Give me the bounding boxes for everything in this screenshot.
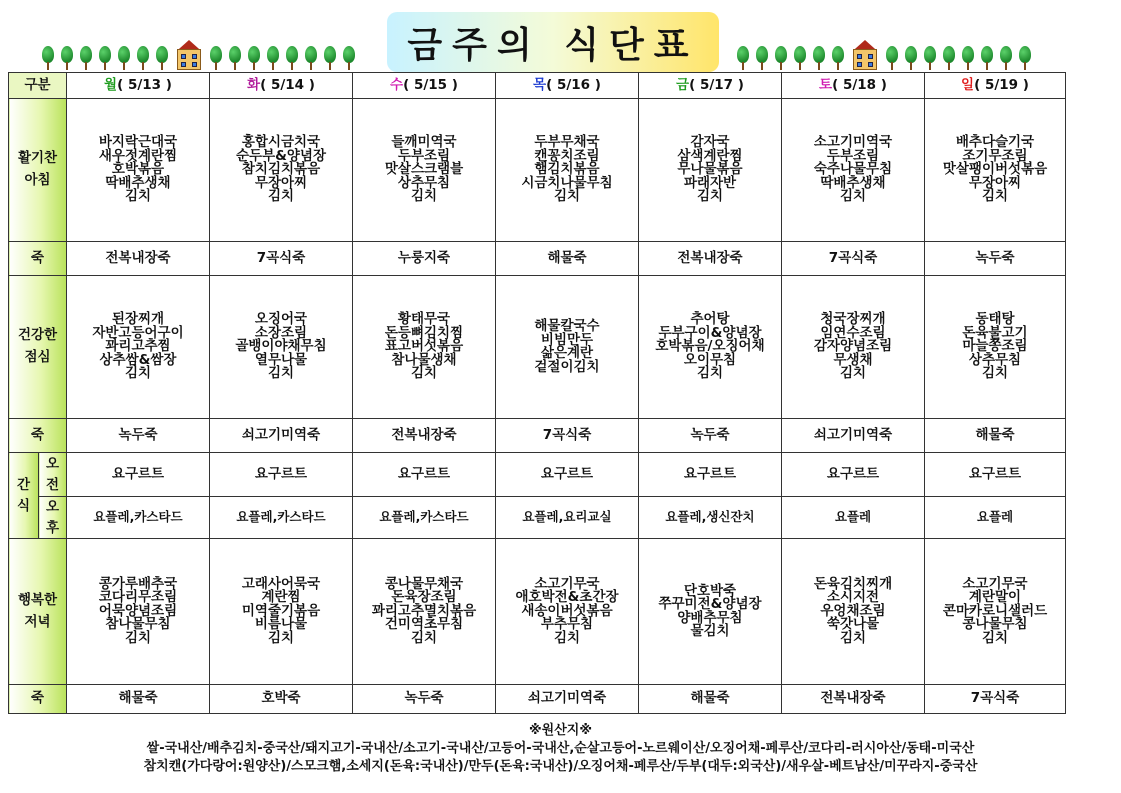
meal-row <box>9 276 1066 419</box>
dish-item: 추어탕 <box>690 311 730 328</box>
dish-item: 숙주나물무침 <box>813 161 893 178</box>
porridge-cell: 전복내장죽 <box>782 685 925 714</box>
day-name: 일 <box>961 76 975 93</box>
day-name: 월 <box>104 76 118 93</box>
porridge-cell: 전복내장죽 <box>353 419 496 453</box>
dish-item: 감자국 <box>690 134 730 151</box>
meal-cell <box>925 99 1066 242</box>
tree-icon <box>775 46 787 70</box>
dish-item: 청국장찌개 <box>820 311 886 328</box>
tree-icon <box>61 46 73 70</box>
dish-item: 돈육김치찌개 <box>813 575 893 592</box>
porridge-cell: 누룽지죽 <box>353 242 496 276</box>
dish-item: 딱배추생채 <box>105 174 171 191</box>
meal-cell <box>210 99 353 242</box>
tree-icon <box>286 46 298 70</box>
meal-cell <box>353 539 496 685</box>
tree-icon <box>943 46 955 70</box>
row-label-text: 죽 <box>30 690 45 707</box>
dish-item: 코다리무조림 <box>98 589 178 606</box>
snack-cell: 요플레,카스타드 <box>67 497 210 539</box>
dish-item: 김치 <box>696 188 724 205</box>
dish-item: 조기무조림 <box>962 147 1028 164</box>
origin-line-1: 쌀-국내산/배추김치-중국산/돼지고기-국내산/소고기-국내산/고등어-국내산,순살고등어-노르웨이산/오징어채-페루산/코다리-러시아산/동태-미국산 <box>146 741 975 756</box>
page-title: 금주의 식단표 <box>407 24 699 66</box>
row-label <box>9 276 67 419</box>
meal-cell <box>67 276 210 419</box>
dish-item: 김치 <box>981 629 1009 646</box>
snack-am-label <box>39 453 67 497</box>
snack-cell: 요플레,생신잔치 <box>639 497 782 539</box>
tree-icon <box>324 46 336 70</box>
tree-icon <box>137 46 149 70</box>
dish-item: 맛살팽이버섯볶음 <box>942 161 1048 178</box>
dish-item: 감자양념조림 <box>813 338 893 355</box>
dish-item: 소고기미역국 <box>813 134 893 151</box>
porridge-cell: 해물죽 <box>925 419 1066 453</box>
dish-item: 김치 <box>124 365 152 382</box>
porridge-cell: 전복내장죽 <box>639 242 782 276</box>
dish-item: 어묵양념조림 <box>98 602 178 619</box>
porridge-cell: 쇠고기미역죽 <box>210 419 353 453</box>
meal-cell <box>782 539 925 685</box>
dish-item: 비름나물 <box>254 616 308 633</box>
dish-list <box>210 309 352 385</box>
dish-item: 캔꽁치조림 <box>534 147 600 164</box>
dish-item: 김치 <box>267 629 295 646</box>
tree-icon <box>813 46 825 70</box>
snack-label-text: 간식 <box>16 477 31 514</box>
decoration-left <box>42 40 362 70</box>
porridge-cell: 녹두죽 <box>925 242 1066 276</box>
dish-item: 계란찜 <box>261 589 301 606</box>
day-header <box>353 73 496 99</box>
title-banner <box>387 12 719 72</box>
dish-item: 김치 <box>124 188 152 205</box>
dish-item: 김치 <box>839 365 867 382</box>
dish-list <box>67 132 209 208</box>
day-header <box>782 73 925 99</box>
dish-item: 새우젓계란찜 <box>98 147 178 164</box>
meal-cell <box>925 539 1066 685</box>
row-label <box>9 539 67 685</box>
snack-cell: 요구르트 <box>639 453 782 497</box>
meal-cell <box>782 276 925 419</box>
dish-list <box>210 132 352 208</box>
dish-item: 호박볶음 <box>111 161 165 178</box>
dish-list <box>782 309 924 385</box>
dish-item: 무장아찌 <box>254 174 308 191</box>
porridge-cell: 녹두죽 <box>639 419 782 453</box>
dish-item: 김치 <box>410 365 438 382</box>
snack-cell: 요플레 <box>782 497 925 539</box>
corner-label: 구분 <box>9 73 67 99</box>
tree-icon <box>156 46 168 70</box>
meal-cell <box>496 539 639 685</box>
dish-item: 무생채 <box>833 351 873 368</box>
dish-item: 김치 <box>267 188 295 205</box>
porridge-row <box>9 242 1066 276</box>
dish-item: 소장조림 <box>254 324 308 341</box>
meal-row <box>9 539 1066 685</box>
dish-list <box>67 309 209 385</box>
dish-item: 꽈리고추찜 <box>105 338 171 355</box>
dish-item: 우엉채조림 <box>820 602 886 619</box>
dish-list <box>925 309 1065 385</box>
porridge-cell: 해물죽 <box>496 242 639 276</box>
porridge-cell: 녹두죽 <box>67 419 210 453</box>
dish-item: 딱배추생채 <box>820 174 886 191</box>
snack-cell: 요구르트 <box>496 453 639 497</box>
row-label-text: 죽 <box>30 249 45 266</box>
porridge-cell: 쇠고기미역죽 <box>496 685 639 714</box>
dish-item: 부추무침 <box>540 616 594 633</box>
row-label <box>9 685 67 714</box>
tree-icon <box>267 46 279 70</box>
dish-item: 김치 <box>553 629 581 646</box>
dish-item: 콘마카로니샐러드 <box>942 602 1048 619</box>
dish-item: 김치 <box>410 188 438 205</box>
dish-item: 콩가루배추국 <box>98 575 178 592</box>
dish-list <box>353 574 495 650</box>
dish-item: 돈육불고기 <box>962 324 1028 341</box>
tree-icon <box>305 46 317 70</box>
dish-item: 김치 <box>124 629 152 646</box>
day-date: ( 5/14 ) <box>260 76 315 93</box>
dish-item: 해물칼국수 <box>534 318 600 334</box>
dish-item: 홍합시금치국 <box>241 134 321 151</box>
meal-cell <box>639 539 782 685</box>
dish-item: 시금치나물무침 <box>521 174 613 191</box>
dish-list <box>639 309 781 385</box>
snack-row-am <box>9 453 1066 497</box>
tree-icon <box>343 46 355 70</box>
dish-item: 황태무국 <box>397 311 451 328</box>
dish-list <box>353 132 495 208</box>
day-header <box>210 73 353 99</box>
dish-list <box>353 309 495 385</box>
dish-item: 임연수조림 <box>820 324 886 341</box>
page-header <box>0 0 1121 72</box>
meal-plan-table <box>8 72 1066 714</box>
tree-icon <box>737 46 749 70</box>
day-name: 토 <box>819 76 833 93</box>
day-name: 수 <box>390 76 404 93</box>
dish-item: 삼색계란찜 <box>677 147 743 164</box>
dish-item: 단호박죽 <box>683 582 737 599</box>
dish-item: 콩나물무침 <box>962 616 1028 633</box>
row-label-text: 죽 <box>30 426 45 443</box>
dish-item: 돈육장조림 <box>391 589 457 606</box>
tree-icon <box>80 46 92 70</box>
tree-icon <box>886 46 898 70</box>
dish-item: 계란말이 <box>968 589 1022 606</box>
day-name: 화 <box>247 76 261 93</box>
tree-icon <box>1000 46 1012 70</box>
snack-pm-label <box>39 497 67 539</box>
dish-item: 햄김치볶음 <box>534 161 600 178</box>
meal-cell <box>210 539 353 685</box>
dish-item: 소고기무국 <box>962 575 1028 592</box>
meal-cell <box>639 99 782 242</box>
snack-cell: 요구르트 <box>210 453 353 497</box>
dish-list <box>496 316 638 378</box>
dish-item: 상추무침 <box>968 351 1022 368</box>
dish-item: 참치김치볶음 <box>241 161 321 178</box>
tree-icon <box>832 46 844 70</box>
dish-item: 건미역초무침 <box>384 616 464 633</box>
snack-am-text: 오전 <box>45 456 60 493</box>
porridge-cell: 해물죽 <box>639 685 782 714</box>
meal-cell <box>210 276 353 419</box>
dish-item: 물김치 <box>690 623 730 639</box>
dish-item: 자반고등어구이 <box>92 324 184 341</box>
day-date: ( 5/13 ) <box>117 76 172 93</box>
dish-item: 된장찌개 <box>111 311 165 328</box>
dish-list <box>639 581 781 643</box>
dish-item: 쑥갓나물 <box>826 616 880 633</box>
dish-item: 골뱅이야채무침 <box>235 338 327 355</box>
dish-item: 두부무채국 <box>534 134 600 151</box>
dish-item: 무나물볶음 <box>677 161 743 178</box>
dish-item: 겉절이김치 <box>534 358 600 375</box>
dish-list <box>782 574 924 650</box>
dish-item: 오이무침 <box>683 351 737 368</box>
tree-icon <box>229 46 241 70</box>
origin-heading: ※원산지※ <box>529 723 592 738</box>
dish-list <box>210 574 352 650</box>
dish-item: 김치 <box>981 188 1009 205</box>
tree-icon <box>99 46 111 70</box>
origin-line-2: 참치캔(가다랑어:원양산)/스모크햄,소세지(돈육:국내산)/만두(돈육:국내산)/오징어채-페루산/두부(대두:외국산)/새우살-베트남산/미꾸라지-중국산 <box>143 759 978 774</box>
day-name: 금 <box>676 76 690 93</box>
meal-cell <box>496 276 639 419</box>
row-label <box>9 242 67 276</box>
tree-icon <box>905 46 917 70</box>
dish-item: 김치 <box>267 365 295 382</box>
meal-row <box>9 99 1066 242</box>
dish-list <box>67 574 209 650</box>
dish-item: 새송이버섯볶음 <box>521 602 613 619</box>
dish-item: 두부구이&양념장 <box>658 324 762 341</box>
dish-item: 순두부&양념장 <box>235 147 327 164</box>
day-date: ( 5/18 ) <box>832 76 887 93</box>
row-label-text: 활기찬 아침 <box>17 150 58 188</box>
dish-item: 두부조림 <box>397 147 451 164</box>
tree-icon <box>248 46 260 70</box>
snack-cell: 요구르트 <box>67 453 210 497</box>
tree-icon <box>210 46 222 70</box>
tree-icon <box>794 46 806 70</box>
porridge-cell: 녹두죽 <box>353 685 496 714</box>
row-label <box>9 419 67 453</box>
day-date: ( 5/16 ) <box>546 76 601 93</box>
snack-cell: 요플레,카스타드 <box>210 497 353 539</box>
dish-item: 상추무침 <box>397 174 451 191</box>
header-row <box>9 73 1066 99</box>
porridge-cell: 7곡식죽 <box>925 685 1066 714</box>
dish-item: 삶은계란 <box>540 345 594 361</box>
dish-item: 미역줄기볶음 <box>241 602 321 619</box>
tree-icon <box>1019 46 1031 70</box>
day-date: ( 5/19 ) <box>974 76 1029 93</box>
porridge-cell: 호박죽 <box>210 685 353 714</box>
dish-list <box>639 132 781 208</box>
dish-item: 김치 <box>553 188 581 205</box>
meal-cell <box>496 99 639 242</box>
snack-pm-text: 오후 <box>45 499 60 536</box>
porridge-cell: 해물죽 <box>67 685 210 714</box>
snack-row-pm <box>9 497 1066 539</box>
dish-item: 배추다슬기국 <box>955 134 1035 151</box>
dish-item: 김치 <box>839 188 867 205</box>
dish-item: 소시지전 <box>826 589 880 606</box>
snack-cell: 요구르트 <box>782 453 925 497</box>
dish-item: 김치 <box>981 365 1009 382</box>
dish-item: 김치 <box>696 365 724 382</box>
snack-label <box>9 453 39 539</box>
dish-item: 비빔만두 <box>540 331 594 348</box>
dish-item: 참나물생채 <box>391 351 457 368</box>
porridge-cell: 7곡식죽 <box>782 242 925 276</box>
snack-cell: 요플레 <box>925 497 1066 539</box>
dish-item: 콩나물무채국 <box>384 575 464 592</box>
dish-item: 참나물무침 <box>105 616 171 633</box>
snack-cell: 요구르트 <box>353 453 496 497</box>
dish-item: 오징어국 <box>254 311 308 328</box>
dish-list <box>782 132 924 208</box>
meal-cell <box>353 99 496 242</box>
dish-item: 애호박전&초간장 <box>515 589 619 606</box>
dish-item: 동태탕 <box>975 311 1015 328</box>
dish-list <box>925 132 1065 208</box>
decoration-right <box>737 40 1038 70</box>
tree-icon <box>756 46 768 70</box>
dish-item: 소고기무국 <box>534 575 600 592</box>
day-header <box>67 73 210 99</box>
day-header <box>496 73 639 99</box>
dish-item: 양배추무침 <box>677 609 743 626</box>
meal-cell <box>353 276 496 419</box>
tree-icon <box>962 46 974 70</box>
dish-item: 쭈꾸미전&양념장 <box>658 596 762 612</box>
row-label <box>9 99 67 242</box>
tree-icon <box>42 46 54 70</box>
porridge-cell: 7곡식죽 <box>210 242 353 276</box>
meal-cell <box>67 99 210 242</box>
dish-item: 상추쌈&쌈장 <box>99 351 177 368</box>
dish-item: 김치 <box>410 629 438 646</box>
porridge-cell: 7곡식죽 <box>496 419 639 453</box>
day-name: 목 <box>533 76 547 93</box>
meal-cell <box>782 99 925 242</box>
snack-cell: 요플레,카스타드 <box>353 497 496 539</box>
dish-item: 호박볶음/오징어채 <box>655 338 765 355</box>
tree-icon <box>924 46 936 70</box>
dish-list <box>496 574 638 650</box>
dish-item: 맛살스크램블 <box>384 161 464 178</box>
dish-item: 두부조림 <box>826 147 880 164</box>
dish-item: 무장아찌 <box>968 174 1022 191</box>
dish-item: 들깨미역국 <box>391 134 457 151</box>
dish-item: 고래사어묵국 <box>241 575 321 592</box>
dish-list <box>496 132 638 208</box>
meal-cell <box>639 276 782 419</box>
snack-cell: 요구르트 <box>925 453 1066 497</box>
row-label-text: 건강한 점심 <box>17 327 58 365</box>
dish-item: 표고버섯볶음 <box>384 338 464 355</box>
porridge-cell: 쇠고기미역죽 <box>782 419 925 453</box>
porridge-row <box>9 685 1066 714</box>
day-date: ( 5/17 ) <box>689 76 744 93</box>
porridge-row <box>9 419 1066 453</box>
day-header <box>639 73 782 99</box>
dish-item: 꽈리고추멸치볶음 <box>371 602 477 619</box>
dish-item: 열무나물 <box>254 351 308 368</box>
tree-icon <box>118 46 130 70</box>
house-icon <box>851 40 879 70</box>
dish-item: 바지락근대국 <box>98 134 178 151</box>
porridge-cell: 전복내장죽 <box>67 242 210 276</box>
dish-item: 마늘쫑조림 <box>962 338 1028 355</box>
meal-cell <box>925 276 1066 419</box>
row-label-text: 행복한 저녁 <box>17 591 58 630</box>
meal-cell <box>67 539 210 685</box>
day-header <box>925 73 1066 99</box>
dish-item: 돈등뼈김치찜 <box>384 324 464 341</box>
house-icon <box>175 40 203 70</box>
dish-item: 파래자반 <box>683 174 737 191</box>
day-date: ( 5/15 ) <box>403 76 458 93</box>
dish-item: 김치 <box>839 629 867 646</box>
tree-icon <box>981 46 993 70</box>
dish-list <box>925 574 1065 650</box>
snack-cell: 요플레,요리교실 <box>496 497 639 539</box>
